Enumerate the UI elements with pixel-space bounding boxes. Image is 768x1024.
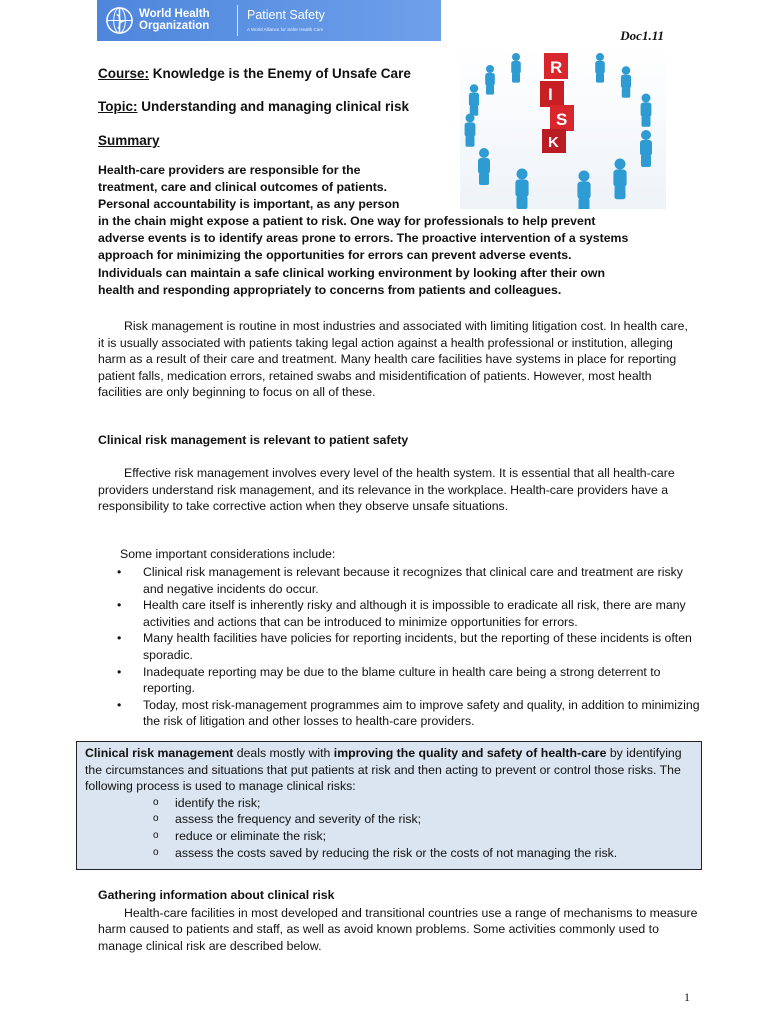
list-item — [115, 697, 705, 730]
person-figure-icon — [485, 65, 495, 95]
summary-line: Individuals can maintain a safe clinical working environment by looking after their own — [98, 265, 606, 280]
risk-management-paragraph — [98, 318, 696, 401]
considerations-intro: Some important considerations include: — [120, 547, 336, 561]
circle-bullet-icon: o — [153, 846, 159, 858]
who-patient-safety-banner — [97, 0, 441, 41]
summary-line: approach for minimizing the opportunities for errors can prevent adverse events. — [98, 248, 572, 263]
gathering-heading: Gathering information about clinical risk — [98, 888, 335, 902]
circle-bullet-icon: o — [153, 829, 159, 841]
process-step-text: assess the costs saved by reducing the risk or the costs of not managing the risk. — [175, 845, 618, 860]
gathering-paragraph — [98, 905, 698, 954]
summary-line: in the chain might expose a patient to risk. One way for professionals to help prevent — [98, 214, 596, 229]
list-item-text: Today, most risk-management programmes aim to improve safety and quality, in addition to minimizing the risk of litigation and other losses to health-care providers. — [143, 697, 700, 729]
summary-heading: Summary — [98, 133, 160, 148]
list-item — [115, 664, 705, 697]
risk-letter-i: I — [548, 85, 553, 104]
list-item-text: Clinical risk management is relevant because it recognizes that clinical care and treatment are risky and negative incidents do occur. — [143, 565, 683, 596]
definition-term: Clinical risk management — [85, 746, 234, 760]
definition-emphasis: improving the quality and safety of health-care — [333, 746, 607, 760]
list-item — [115, 564, 705, 597]
bullet-icon: • — [117, 697, 122, 712]
gathering-text: Health-care facilities in most developed and transitional countries use a range of mechanisms to measure harm caused to patients and staff, as well as avoid known problems. Some activities commonly used to manage clinical risk are described below. — [98, 906, 698, 953]
definition-text — [85, 745, 693, 795]
topic-label: Topic: — [98, 99, 138, 114]
person-figure-icon — [621, 66, 631, 97]
summary-line: treatment, care and clinical outcomes of patients. — [98, 180, 388, 195]
summary-line: Personal accountability is important, as any person — [98, 197, 400, 212]
risk-letter-k: K — [548, 134, 559, 151]
process-step — [151, 811, 693, 828]
bullet-icon: • — [117, 598, 122, 613]
list-item-text: Health care itself is inherently risky and although it is impossible to eradicate all risk, there are many activities and actions that can be introduced to minimize opportunities for errors. — [143, 598, 686, 629]
person-figure-icon — [511, 53, 521, 83]
process-step-text: assess the frequency and severity of the risk; — [175, 812, 422, 827]
course-label: Course: — [98, 66, 150, 81]
risk-letter-r: R — [550, 58, 563, 77]
person-figure-icon — [465, 114, 476, 147]
process-step — [151, 828, 693, 845]
list-item-text: Many health facilities have policies for reporting incidents, but the reporting of these incidents is often sporadic. — [143, 631, 692, 662]
summary-line: Health-care providers are responsible for the — [98, 163, 361, 177]
summary-text — [98, 162, 698, 299]
bullet-icon: • — [117, 664, 122, 679]
course-line — [98, 66, 411, 81]
program-subtitle: A World Alliance for Safer Health Care — [247, 27, 324, 32]
clinical-risk-definition-box — [76, 741, 702, 870]
process-step-text: identify the risk; — [175, 795, 261, 810]
course-value: Knowledge is the Enemy of Unsafe Care — [149, 66, 411, 81]
definition-body: by identifying the circumstances and situations that put patients at risk and then acting to prevent or control those risks. The following process is used to manage clinical risks: — [85, 746, 682, 794]
list-item — [115, 630, 705, 663]
program-title: Patient Safety — [247, 8, 325, 22]
person-figure-icon — [641, 94, 652, 127]
process-step — [151, 795, 693, 812]
who-emblem-icon — [105, 6, 134, 35]
definition-connector: deals mostly with — [233, 746, 334, 760]
list-item-text: Inadequate reporting may be due to the blame culture in health care being a strong deterrent to reporting. — [143, 664, 661, 696]
circle-bullet-icon: o — [153, 796, 159, 808]
person-figure-icon — [595, 53, 605, 83]
document-number: Doc1.11 — [620, 28, 664, 43]
risk-management-text: Risk management is routine in most industries and associated with limiting litigation cost. In health care, it is usually associated with patients taking legal action against a health professional or institution, alleging harm as a result of their care and treatment. Many health care facilities have systems in place for reporting patient falls, medication errors, retained swabs and misidentification of patients. However, most health facilities are only beginning to focus on all of these. — [98, 319, 688, 400]
summary-line: health and responding appropriately to concerns from patients and colleagues. — [98, 282, 562, 297]
banner-divider — [237, 5, 238, 36]
process-steps-list — [85, 795, 693, 861]
summary-line: adverse events is to identify areas prone to errors. The proactive intervention of a systems — [98, 231, 629, 246]
page-number: 1 — [684, 990, 690, 1004]
topic-line — [98, 99, 409, 114]
effective-risk-text: Effective risk management involves every level of the health system. It is essential that all health-care providers understand risk management, and its relevance in the workplace. Health-care providers have a responsibility to take corrective action when they observe unsafe situations. — [98, 466, 675, 514]
person-figure-icon — [469, 84, 479, 115]
relevance-heading: Clinical risk management is relevant to patient safety — [98, 433, 409, 447]
list-item — [115, 597, 705, 630]
process-step-text: reduce or eliminate the risk; — [175, 828, 327, 843]
who-wordmark: World Health Organization — [139, 8, 210, 32]
process-step — [151, 845, 693, 862]
bullet-icon: • — [117, 631, 122, 646]
bullet-icon: • — [117, 565, 122, 579]
considerations-list — [115, 564, 705, 730]
effective-risk-paragraph — [98, 465, 696, 515]
topic-value: Understanding and managing clinical risk — [137, 99, 410, 114]
circle-bullet-icon: o — [153, 813, 159, 825]
risk-letter-s: S — [556, 110, 568, 129]
